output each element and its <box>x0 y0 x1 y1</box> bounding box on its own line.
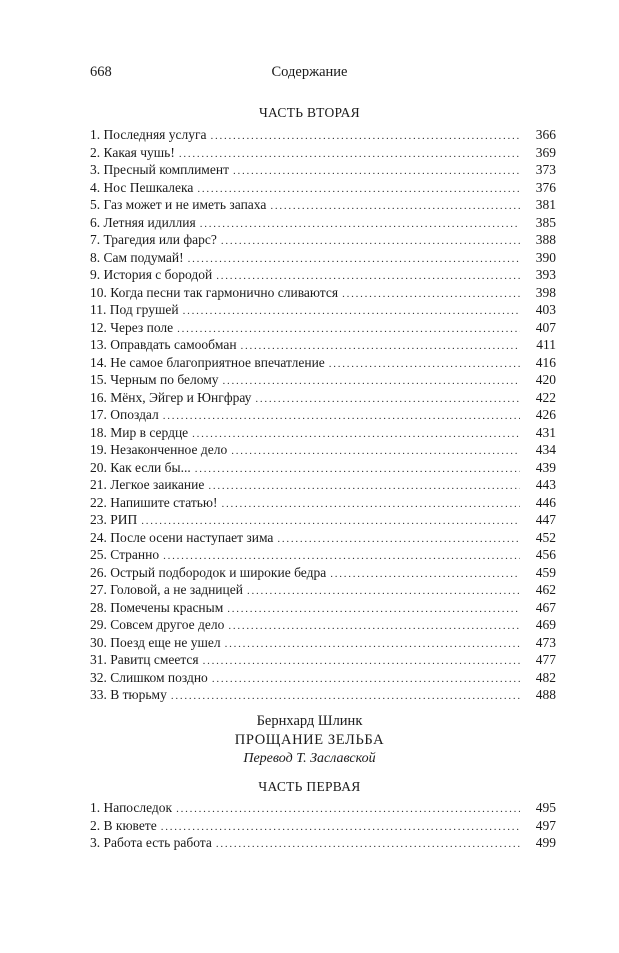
toc-entry-page: 426 <box>535 407 556 422</box>
part-one-heading: ЧАСТЬ ПЕРВАЯ <box>258 779 361 794</box>
toc-entry <box>90 529 556 547</box>
toc-entry <box>90 441 556 459</box>
dot-leader <box>183 301 520 319</box>
toc-entry <box>90 651 556 669</box>
toc-entry-title: 9. История с бородой <box>90 267 213 282</box>
dot-leader <box>223 371 520 389</box>
toc-entry-page: 422 <box>535 389 556 405</box>
toc-entry-page: 499 <box>535 835 556 850</box>
toc-entry <box>90 817 556 835</box>
toc-entry-title: 5. Газ может и не иметь запаха <box>90 197 267 212</box>
toc-entry-title: 27. Головой, а не задницей <box>90 582 243 597</box>
toc-entry-page: 469 <box>535 617 556 632</box>
dot-leader <box>216 834 520 852</box>
dot-leader <box>247 581 520 599</box>
toc-entry <box>90 319 556 337</box>
toc-entry-page: 497 <box>535 817 556 833</box>
dot-leader <box>200 214 520 232</box>
toc-entry <box>90 511 556 529</box>
toc-entry <box>90 799 556 817</box>
toc-entry-title: 19. Незаконченное дело <box>90 442 228 457</box>
toc-entry-title: 29. Совсем другое дело <box>90 617 225 632</box>
dot-leader <box>216 266 520 284</box>
toc-entry <box>90 161 556 179</box>
book-title: ПРОЩАНИЕ ЗЕЛЬБА <box>234 732 385 748</box>
toc-entry <box>90 669 556 687</box>
toc-entry-page: 443 <box>535 477 556 492</box>
part-two-heading: ЧАСТЬ ВТОРАЯ <box>258 105 360 120</box>
toc-entry <box>90 494 556 512</box>
toc-entry-title: 33. В тюрьму <box>90 687 167 702</box>
page-number: 668 <box>90 64 112 80</box>
dot-leader <box>228 616 520 634</box>
part-two-toc <box>90 126 556 704</box>
toc-entry-title: 23. РИП <box>90 512 138 527</box>
toc-entry-title: 30. Поезд еще не ушел <box>90 634 221 650</box>
dot-leader <box>163 546 520 564</box>
toc-entry-title: 26. Острый подбородок и широкие бедра <box>90 564 327 580</box>
toc-entry <box>90 214 556 232</box>
dot-leader <box>241 336 520 354</box>
toc-entry-page: 390 <box>535 249 556 265</box>
toc-entry-title: 15. Черным по белому <box>90 372 219 387</box>
dot-leader <box>192 424 520 442</box>
toc-entry-title: 6. Летняя идиллия <box>90 214 196 230</box>
toc-entry <box>90 459 556 477</box>
dot-leader <box>342 284 520 302</box>
toc-entry-title: 31. Равитц смеется <box>90 652 199 667</box>
dot-leader <box>195 459 520 477</box>
toc-entry-title: 11. Под грушей <box>90 302 179 317</box>
toc-entry-title: 25. Странно <box>90 547 160 562</box>
dot-leader <box>329 354 520 372</box>
toc-entry-title: 7. Трагедия или фарс? <box>90 232 217 247</box>
toc-entry-title: 32. Слишком поздно <box>90 669 208 685</box>
dot-leader <box>277 529 520 547</box>
dot-leader <box>330 564 520 582</box>
toc-entry <box>90 284 556 302</box>
toc-entry-page: 488 <box>535 687 556 702</box>
toc-entry-title: 2. В кювете <box>90 817 157 833</box>
toc-entry <box>90 616 556 634</box>
dot-leader <box>225 634 520 652</box>
dot-leader <box>221 231 520 249</box>
toc-entry-page: 477 <box>535 652 556 667</box>
part-one-toc <box>90 799 556 852</box>
toc-entry-title: 17. Опоздал <box>90 407 159 422</box>
toc-entry <box>90 371 556 389</box>
running-head <box>0 64 619 82</box>
toc-entry <box>90 546 556 564</box>
toc-entry-page: 381 <box>535 197 556 212</box>
toc-entry <box>90 406 556 424</box>
dot-leader <box>231 441 520 459</box>
toc-entry-title: 13. Оправдать самообман <box>90 337 237 352</box>
toc-entry-page: 373 <box>535 162 556 177</box>
dot-leader <box>227 599 520 617</box>
toc-entry-page: 473 <box>535 634 556 650</box>
toc-entry <box>90 389 556 407</box>
toc-entry-page: 459 <box>535 564 556 580</box>
running-title: Содержание <box>271 64 348 80</box>
toc-entry-page: 482 <box>535 669 556 685</box>
toc-entry-page: 388 <box>535 232 556 247</box>
toc-entry-page: 431 <box>535 424 556 440</box>
toc-entry-title: 24. После осени наступает зима <box>90 529 274 545</box>
toc-entry <box>90 599 556 617</box>
dot-leader <box>197 179 520 197</box>
toc-entry <box>90 266 556 284</box>
toc-entry <box>90 144 556 162</box>
toc-entry-page: 366 <box>535 127 556 142</box>
toc-entry <box>90 634 556 652</box>
toc-entry-page: 393 <box>535 267 556 282</box>
toc-entry-title: 1. Напоследок <box>90 800 173 815</box>
dot-leader <box>188 249 520 267</box>
toc-entry-title: 20. Как если бы... <box>90 459 191 475</box>
dot-leader <box>203 651 520 669</box>
toc-entry <box>90 476 556 494</box>
toc-entry <box>90 231 556 249</box>
toc-entry-page: 439 <box>535 459 556 475</box>
toc-entry-page: 446 <box>535 494 556 510</box>
toc-entry-title: 8. Сам подумай! <box>90 249 184 265</box>
dot-leader <box>212 669 520 687</box>
toc-entry <box>90 581 556 599</box>
toc-entry <box>90 424 556 442</box>
toc-entry-title: 16. Мёнх, Эйгер и Юнгфрау <box>90 389 252 405</box>
toc-entry <box>90 301 556 319</box>
dot-leader <box>141 511 520 529</box>
toc-entry-title: 1. Последняя услуга <box>90 127 207 142</box>
toc-entry-page: 411 <box>536 337 556 352</box>
dot-leader <box>233 161 520 179</box>
toc-entry-page: 403 <box>535 302 556 317</box>
dot-leader <box>211 126 520 144</box>
toc-entry-title: 14. Не самое благоприятное впечатление <box>90 354 325 370</box>
toc-entry-page: 452 <box>535 529 556 545</box>
toc-entry-title: 4. Нос Пешкалека <box>90 179 194 195</box>
toc-entry-title: 3. Пресный комплимент <box>90 162 229 177</box>
toc-entry <box>90 354 556 372</box>
toc-entry-title: 2. Какая чушь! <box>90 144 175 160</box>
toc-entry-page: 385 <box>535 214 556 230</box>
toc-entry-title: 3. Работа есть работа <box>90 835 212 850</box>
dot-leader <box>208 476 520 494</box>
toc-entry-title: 12. Через поле <box>90 319 174 335</box>
toc-entry-title: 22. Напишите статью! <box>90 494 218 510</box>
toc-entry-page: 398 <box>535 284 556 300</box>
toc-entry-page: 420 <box>535 372 556 387</box>
toc-entry-page: 467 <box>535 599 556 615</box>
dot-leader <box>163 406 520 424</box>
toc-entry-page: 447 <box>535 512 556 527</box>
toc-entry-title: 18. Мир в сердце <box>90 424 189 440</box>
dot-leader <box>171 686 520 704</box>
toc-entry-page: 495 <box>535 800 556 815</box>
toc-entry <box>90 834 556 852</box>
toc-entry-page: 462 <box>535 582 556 597</box>
dot-leader <box>179 144 520 162</box>
dot-leader <box>161 817 520 835</box>
toc-entry-title: 10. Когда песни так гармонично сливаются <box>90 284 339 300</box>
dot-leader <box>177 319 520 337</box>
toc-entry-page: 416 <box>535 354 556 370</box>
toc-entry <box>90 336 556 354</box>
dot-leader <box>270 196 520 214</box>
dot-leader <box>255 389 520 407</box>
toc-entry <box>90 126 556 144</box>
toc-entry-title: 21. Легкое заикание <box>90 477 205 492</box>
toc-entry <box>90 686 556 704</box>
translator-credit: Перевод Т. Заславской <box>243 751 376 766</box>
toc-entry-page: 407 <box>535 319 556 335</box>
toc-entry-page: 456 <box>535 547 556 562</box>
toc-entry <box>90 564 556 582</box>
dot-leader <box>176 799 520 817</box>
dot-leader <box>222 494 521 512</box>
toc-entry-page: 369 <box>535 144 556 160</box>
toc-entry-page: 434 <box>535 442 556 457</box>
toc-entry <box>90 196 556 214</box>
toc-entry <box>90 179 556 197</box>
toc-entry <box>90 249 556 267</box>
author-name: Бернхард Шлинк <box>256 713 363 729</box>
toc-entry-page: 376 <box>535 179 556 195</box>
toc-entry-title: 28. Помечены красным <box>90 599 224 615</box>
